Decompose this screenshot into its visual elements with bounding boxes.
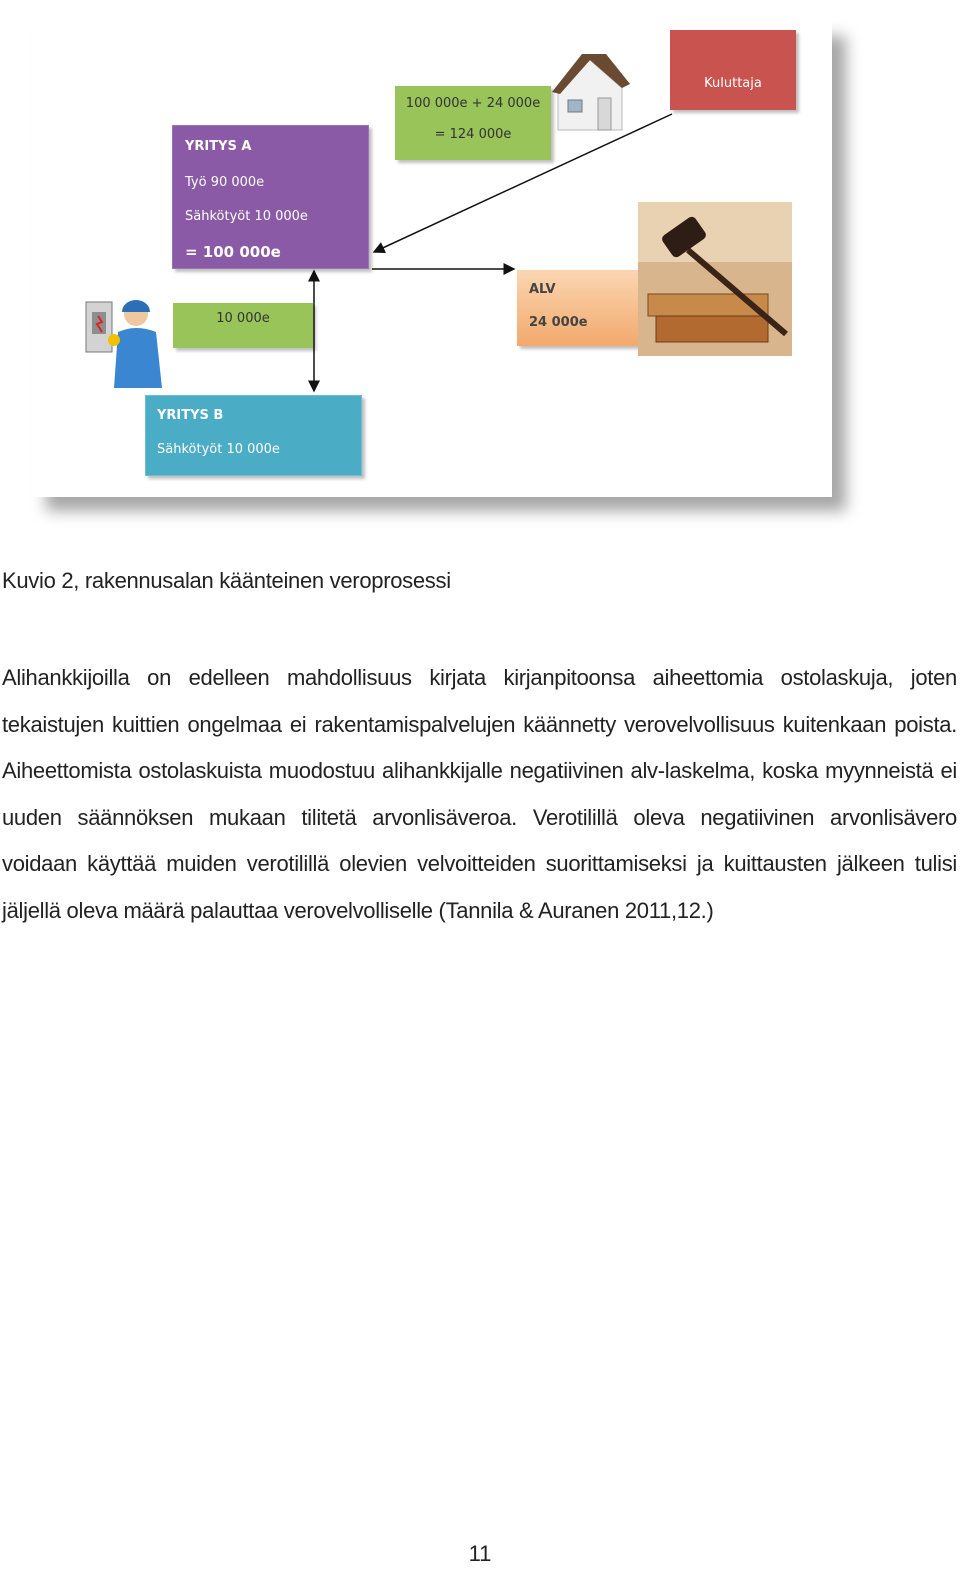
yritys-b-box [145, 395, 362, 476]
alv-title: ALV [529, 282, 556, 297]
yritys-b-title: YRITYS B [157, 408, 224, 423]
yritys-a-line1: Työ 90 000e [185, 175, 265, 190]
price-line1: 100 000e + 24 000e [405, 96, 541, 111]
yritys-a-total: = 100 000e [185, 243, 281, 261]
yritys-a-title: YRITYS A [185, 139, 252, 154]
gavel-icon [638, 202, 792, 356]
yritys-a-line2: Sähkötyöt 10 000e [185, 209, 308, 224]
kuluttaja-label: Kuluttaja [704, 76, 762, 91]
payment-amount: 10 000e [216, 311, 270, 326]
electrician-icon [84, 292, 174, 392]
yritys-b-line1: Sähkötyöt 10 000e [157, 442, 280, 457]
price-box [395, 86, 551, 160]
yritys-a-box [172, 125, 369, 269]
house-icon [548, 50, 632, 132]
alv-amount: 24 000e [529, 315, 588, 330]
alv-box [517, 270, 648, 346]
page-number: 11 [468, 1541, 492, 1566]
price-line2: = 124 000e [434, 127, 512, 142]
figure-caption: Kuvio 2, rakennusalan käänteinen veroprosessi [2, 568, 451, 593]
payment-box [173, 303, 313, 348]
body-paragraph: Alihankkijoilla on edelleen mahdollisuus kirjata kirjanpitoonsa aiheettomia ostolaskuja, joten tekaistujen kuittien ongelmaa ei rakentamispalvelujen käännetty verovelvollisuus kuitenkaan poista. Aiheettomista ostolaskuista muodostuu alihankkijalle negatiivinen alv-laskelma, koska myynneistä ei uuden säännöksen mukaan tilitetä arvonlisäveroa. Verotilillä oleva negatiivinen arvonlisävero voidaan käyttää muiden verotilillä olevien velvoitteiden suorittamiseksi ja kuittausten jälkeen tulisi jäljellä oleva määrä palauttaa verovelvolliselle (Tannila & Auranen 2011,12.) [2, 665, 957, 923]
tax-process-figure [32, 22, 832, 497]
kuluttaja-box [670, 30, 796, 110]
